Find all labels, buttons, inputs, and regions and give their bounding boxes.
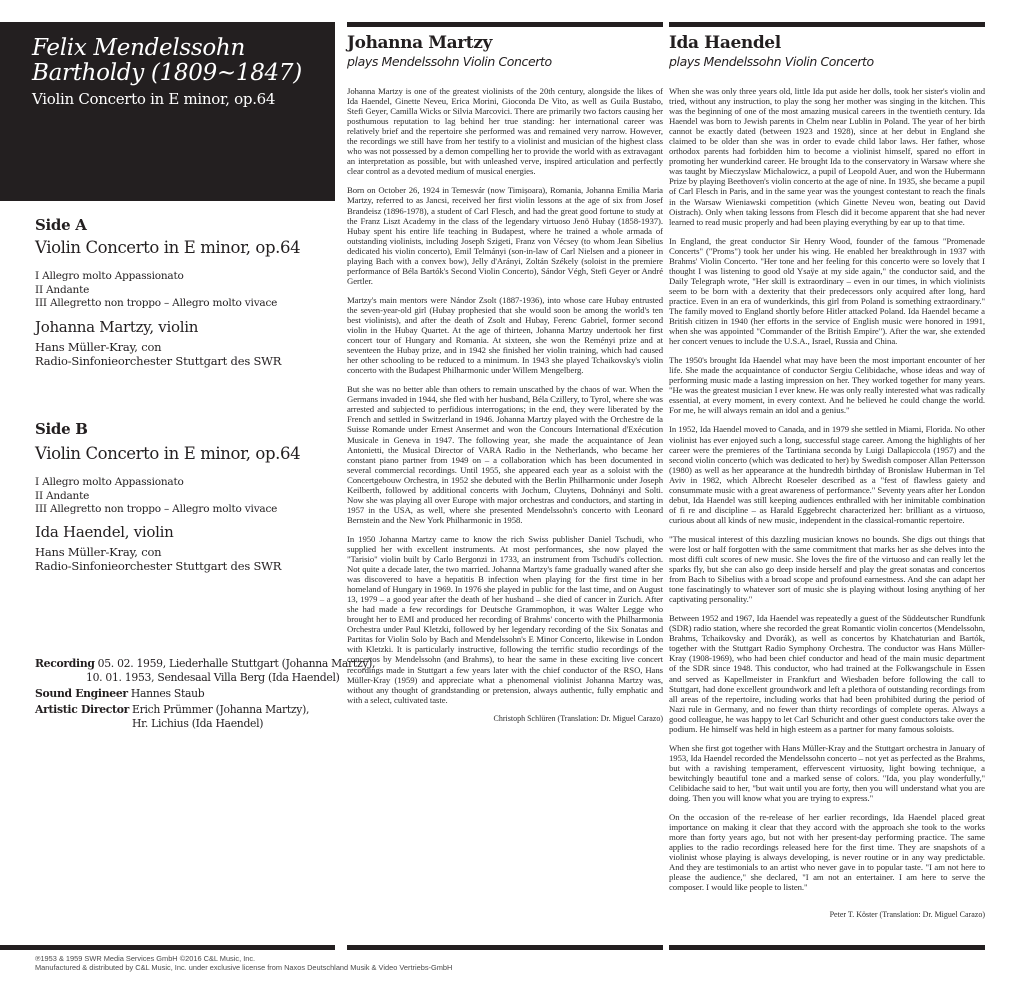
credit-value: 10. 01. 1953, Sendesaal Villa Berg (Ida Haendel) xyxy=(86,671,340,684)
credit-engineer xyxy=(35,687,335,701)
side-a-orchestra: Radio-Sinfonieorchester Stuttgart des SWR xyxy=(35,353,282,368)
copyright-footer xyxy=(35,954,452,972)
credit-label: Recording xyxy=(35,657,95,670)
composer-line-2: Bartholdy (1809~1847) xyxy=(32,60,302,86)
side-b-conductor-block xyxy=(35,546,281,573)
paragraph: Born on October 26, 1924 in Temesvár (now Timișoara), Romania, Johanna Emilia Maria Martzy, referred to as Jancsi, received her first violin lessons at the age of six from Josef Brandeisz (1896-1978), a student of Carl Flesch, and had the great good fortune to study at the Franz Liszt Academy in the class of the legendary virtuoso Jenö Hubay (1858-1937). Hubay spent his entire life teaching in Budapest, where he trained a whole armada of outstanding violinists, including Joseph Szigeti, Franz von Vécsey (to whom Jean Sibelius dedicated his violin concerto), Emil Telmányi (son-in-law of Carl Nielsen and a pioneer in playing Bach with a convex bow), Jelly d'Arányi, Zoltán Székely (soloist in the premiere performance of Béla Bartók's Second Violin Concerto), Sándor Végh, Stefi Geyer or André Gertler. xyxy=(347,185,663,286)
paragraph: But she was no better able than others to remain unscathed by the chaos of war. When the Germans invaded in 1944, she fled with her husband, Béla Czillery, to Tyrol, where she was arrested and subjected to perfidious interrogations; in the end, they were liberated by the French and settled in Switzerland in 1946. Johanna Martzy played with the Orchestre de la Suisse Romande under Ernest Ansermet and won the Concours International d'Exécution Musicale in Geneva in 1947. The following year, she made the acquaintance of Jean Antonietti, the Musical Director of VARA Radio in the Netherlands, who became her constant piano partner from 1949 on – a collaboration which has been documented in several commercial recordings. Until 1955, she appeared each year as a soloist with the Concertgebouw Orchestra, in 1952 she debuted with the Berlin Philharmonic under Joseph Keilberth, followed by additional concerts with Jochum, Cluytens, Dohnányi and Solti. Now she was playing all over Europe with major orchestras and conductors, and starting in 1957 in the USA, as well, where she presented Mendelssohn's concerto with Leonard Bernstein and the New York Philharmonic in 1958. xyxy=(347,384,663,525)
paragraph: Martzy's main mentors were Nándor Zsolt (1887-1936), into whose care Hubay entrusted the seven-year-old girl (Hubay prophesied that she would soon be among the world's ten best violinists), and after the death of Zsolt and Hubay, Ferenc Gabriel, former second violin in the Hubay Quartet. At the age of thirteen, Johanna Martzy undertook her first concert tour of Hungary and Romania. At sixteen, she won the Reményi prize and at seventeen the Hubay prize, and in 1942 she finished her violin training, which had caused her other schooling to be reduced to a minimum. In 1943 she played Tchaikovsky's violin concerto with the Budapest Philharmonic under Willem Mengelberg. xyxy=(347,294,663,376)
copyright-line-2: Manufactured & distributed by C&L Music, Inc. under exclusive license from Naxos Deutschland Musik & Video Vertriebs-GmbH xyxy=(35,963,453,972)
credit-value: Erich Prümmer (Johanna Martzy), xyxy=(132,703,310,716)
credit-value: 05. 02. 1959, Liederhalle Stuttgart (Johanna Martzy), xyxy=(97,657,376,670)
credit-recording xyxy=(35,657,376,671)
paragraph: In 1950 Johanna Martzy came to know the rich Swiss publisher Daniel Tschudi, who supplied her with excellent instruments. At most performances, she now played the "Tarisio" violin built by Carlo Bergonzi in 1733, an instrument from Tschudi's collection. Not quite a decade later, the two married. Johanna Martzy's fame gradually waned after she was discovered to have a hepatitis B infection when playing for the first time in her homeland of Hungary in 1969. In 1976 she played in public for the last time, and on August 13, 1979 – a good year after the death of her husband – she died of cancer in Zurich. After she had made a few recordings for Deutsche Grammophon, it was Walter Legge who brought her to EMI and produced her recording of Brahms' concerto with the Philharmonia Orchestra under Paul Kletzki, followed by her legendary recording of the Six Sonatas and Partitas for Violin Solo by Bach and Mendelssohn's E Minor Concerto, likewise in London with Kletzki. It is particularly instructive, following the terrific studio recordings of the concertos by Mendelssohn (and Brahms), to hear the same in these exciting live concert recordings made in Stuttgart a few years later with the chief conductor of the RSO, Hans Müller-Kray (1959) and appreciate what a phenomenal violinist Johanna Martzy was, without any thought of grandstanding or pretension, always authentic, fully emphatic and with a select, cultivated taste. xyxy=(347,533,663,705)
article-body xyxy=(347,86,663,705)
composer-line-1: Felix Mendelssohn xyxy=(32,35,245,61)
side-b-performer: Ida Haendel, violin xyxy=(35,523,174,541)
paragraph: When she first got together with Hans Müller-Kray and the Stuttgart orchestra in January of 1953, Ida Haendel recorded the Mendelssohn concerto – not yet as perfected as the Brahms, but with a ravishing temperament, effervescent virtuosity, light bowing technique, a bewitchingly beautiful tone and a marked sense of colors. "Ida, you play wonderfully," Celibidache said to her, "but wait until you are forty, then you will understand what you are doing. Then you will know what you are trying to express." xyxy=(669,742,985,804)
side-a-label: Side A xyxy=(35,216,87,234)
paragraph: The 1950's brought Ida Haendel what may have been the most important encounter of her life. She made the acquaintance of conductor Sergiu Celibidache, whose ideas and way of performing music made a lasting impression on her. They worked together for many years. "He was the greatest musician I ever knew. He was only really interested what was radically essential, at every moment, in every context. And he believed he could change the world. For me, he will always remain an idol and a genius." xyxy=(669,355,985,416)
credit-value: Hr. Lichius (Ida Haendel) xyxy=(132,717,264,730)
side-b-orchestra: Radio-Sinfonieorchester Stuttgart des SWR xyxy=(35,558,282,573)
copyright-line-1: ℗1953 & 1959 SWR Media Services GmbH ©2016 C&L Music, Inc. xyxy=(35,954,256,963)
paragraph: On the occasion of the re-release of her earlier recordings, Ida Haendel placed great importance on making it clear that they accord with the approach she took to the works more than forty years ago, but not with her present-day performing practice. The same applies to the radio recordings released here for the first time. They are snapshots of a violinist whose playing is always developing, is never routine or in any way predictable. And they are testimonials to an artist who never gave in to popular taste. "I am not here to please the audience," she declared, "I am not an entertainer. I am here to serve the composer. I would like people to listen." xyxy=(669,812,985,893)
article-title: Ida Haendel xyxy=(669,33,781,53)
credit-director xyxy=(35,703,335,731)
paragraph: When she was only three years old, little Ida put aside her dolls, took her sister's violin and tried, without any instruction, to play the song her mother was singing in the kitchen. This was the beginning of one of the most amazing musical careers in the twentieth century. Ida Haendel was born to Jewish parents in Chelm near Lublin in Poland. The year of her birth cannot be exactly dated (between 1923 and 1928), since at her debut in England she claimed to be older than she was in order to evade child labor laws. Her father, whose orthodox parents had forbidden him to become a violinist himself, spared no effort in promoting her wunderkind career. He brought Ida to the conservatory in Warsaw where she was taught by Mieczyslaw Michalowicz, a pupil of Leopold Auer, and won the Hubermann Prize by playing Beethoven's violin concerto at the age of nine. In 1935, she became a pupil of Carl Flesch in Paris, and in the same year was the youngest contestant to reach the finals in the Warsaw Wieniawski competition (which Ginette Neveu won, beating out David Oistrach). Only when taking lessons from Flesch did it become apparent that she had never learned to read music properly and had been playing everything by ear up to that time. xyxy=(669,86,985,227)
article-haendel xyxy=(669,33,985,919)
bottom-rule-left xyxy=(0,945,335,950)
side-a-conductor-block xyxy=(35,341,281,368)
composer-name xyxy=(32,36,302,86)
side-a-conductor: Hans Müller-Kray, con xyxy=(35,340,162,354)
movement-item: I Allegro molto Appassionato xyxy=(35,270,184,282)
article-title: Johanna Martzy xyxy=(347,33,492,53)
paragraph: In 1952, Ida Haendel moved to Canada, and in 1979 she settled in Miami, Florida. No other violinist has ever enjoyed such a long, successful stage career. Among the highlights of her career were the premieres of the Tartiniana seconda by Luigi Dallapiccola (1957) and the second violin concerto (which was dedicated to her) by Swedish composer Allan Pettersson (1980) as well as her appearance at the hundredth birthday of Bronislaw Huberman in Tel Aviv in 1982, which Albrecht Roeseler described as a "fest of flawless gaiety and consummate music with a great awareness of performance." Seventy years after her London debut, Ida Haendel was still keeping audiences enthralled with her inimitable combination of fi re and discipline – as Harald Eggebrecht characterized her: brilliant as a virtuoso, curious about all kinds of new music, independent in the classical-romantic repertoire. xyxy=(669,424,985,525)
bottom-rule-middle xyxy=(347,945,663,950)
article-martzy xyxy=(347,33,663,723)
title-block xyxy=(0,22,335,201)
credit-recording-2 xyxy=(35,671,340,685)
movement-item: II Andante xyxy=(35,283,90,296)
top-rule-middle xyxy=(347,22,663,27)
side-b-label: Side B xyxy=(35,420,88,438)
top-rule-right xyxy=(669,22,985,27)
side-a-performer: Johanna Martzy, violin xyxy=(35,318,199,336)
bottom-rule-right xyxy=(669,945,985,950)
side-a-work: Violin Concerto in E minor, op.64 xyxy=(35,238,301,257)
paragraph: In England, the great conductor Sir Henry Wood, founder of the famous "Promenade Concerts" ("Proms") took her under his wing. He enabled her breakthrough in 1937 with Brahms' Violin Concerto. "Her tone and her feeling for this concerto were so lovely that I thought I was listening to good old Ysaÿe at my side again," the conductor said, and the Daily Telegraph wrote, "Her skill is extraordinary – even in our times, in which violinists seem to be born with a dexterity that their predecessors only acquired after long, hard practice. Even in an era of wunderkinds, this girl from Poland is something extraordinary." The family moved to England shortly before Hitler attacked Poland. Ida Haendel became a British citizen in 1940 (her efforts in the service of English music were honored in 1991, when she was appointed "Commander of the British Empire"). After the war, she extended her concert venues to include the U.S.A., Israel, Russia and China. xyxy=(669,235,985,347)
side-b-work: Violin Concerto in E minor, op.64 xyxy=(35,444,301,463)
credit-value: Hannes Staub xyxy=(130,687,205,700)
movement-item: III Allegretto non troppo – Allegro molto vivace xyxy=(35,297,278,309)
article-body xyxy=(669,86,985,892)
credits xyxy=(35,657,376,733)
movement-item: II Andante xyxy=(35,489,90,502)
paragraph: Johanna Martzy is one of the greatest violinists of the 20th century, alongside the likes of Ida Haendel, Ginette Neveu, Erica Morini, Gioconda De Vito, as well as Guila Bustabo, Stefi Geyer, Camilla Wicks or Silvia Marcovici. There are primarily two factors causing her posthumous reputation to lag behind her true standing: her international career was relatively brief and the repertoire she performed was and remained very narrow. However, the recordings we still have from her testify to a violinist and musician of the highest class who was not possessed by a demon compelling her to provide the world with as extravagant an interpretation as possible, but with unleashed verve, inspired articulation and perfectly clear control as a devoted medium of musical energies. xyxy=(347,86,663,177)
article-subtitle: plays Mendelssohn Violin Concerto xyxy=(347,54,552,69)
side-b-conductor: Hans Müller-Kray, con xyxy=(35,545,162,559)
credit-label: Artistic Director xyxy=(35,703,130,716)
work-title: Violin Concerto in E minor, op.64 xyxy=(32,90,276,108)
credit-label: Sound Engineer xyxy=(35,687,128,700)
side-b-movements xyxy=(35,476,277,517)
paragraph: Between 1952 and 1967, Ida Haendel was repeatedly a guest of the Süddeutscher Rundfunk (SDR) radio station, where she recorded the great Romantic violin concertos (Mendelssohn, Brahms, Tchaikovsky and Dvorák), as well as concertos by Khatchaturian and Bartók, together with the Stuttgart Radio Symphony Orchestra. The conductor was Hans Müller-Kray (1908-1969), who had been chief conductor and head of the main music department of the SDR since 1948. This conductor, who had trained at the Folkwangschule in Essen and served as Kapellmeister in Frankfurt and Wiesbaden before following the call to Stuttgart, had done excellent groundwork and left a plethora of outstanding recordings from all areas of the repertoire, including works that had been prohibited during the period of Nazi rule in Germany, and no fewer than thirty recordings of complete operas. Always a good colleague, he was happy to let Carl Schuricht and other guest conductors take over the podium. He himself was held in high esteem as a partner for many famous soloists. xyxy=(669,613,985,734)
paragraph: "The musical interest of this dazzling musician knows no bounds. She digs out things that were lost or half forgotten with the same commitment that marks her as she delves into the most diffi cult scores of new music. She loves the fire of the virtuoso and can really let the sparks fly, but she can also go deep inside herself and play the great sonatas and concertos from Bach to Sibelius with a broad scope and profound earnestness. And she can adapt her tone fascinatingly to whatever sort of music she is playing without losing anything of her captivating personality." xyxy=(669,533,985,605)
article-signature: Christoph Schlüren (Translation: Dr. Miguel Carazo) xyxy=(493,713,663,723)
article-subtitle: plays Mendelssohn Violin Concerto xyxy=(669,54,874,69)
movement-item: III Allegretto non troppo – Allegro molto vivace xyxy=(35,503,278,515)
credit-value-group xyxy=(132,703,309,731)
movement-item: I Allegro molto Appassionato xyxy=(35,476,184,488)
article-signature: Peter T. Köster (Translation: Dr. Miguel Carazo) xyxy=(829,910,985,920)
side-a-movements xyxy=(35,270,277,311)
